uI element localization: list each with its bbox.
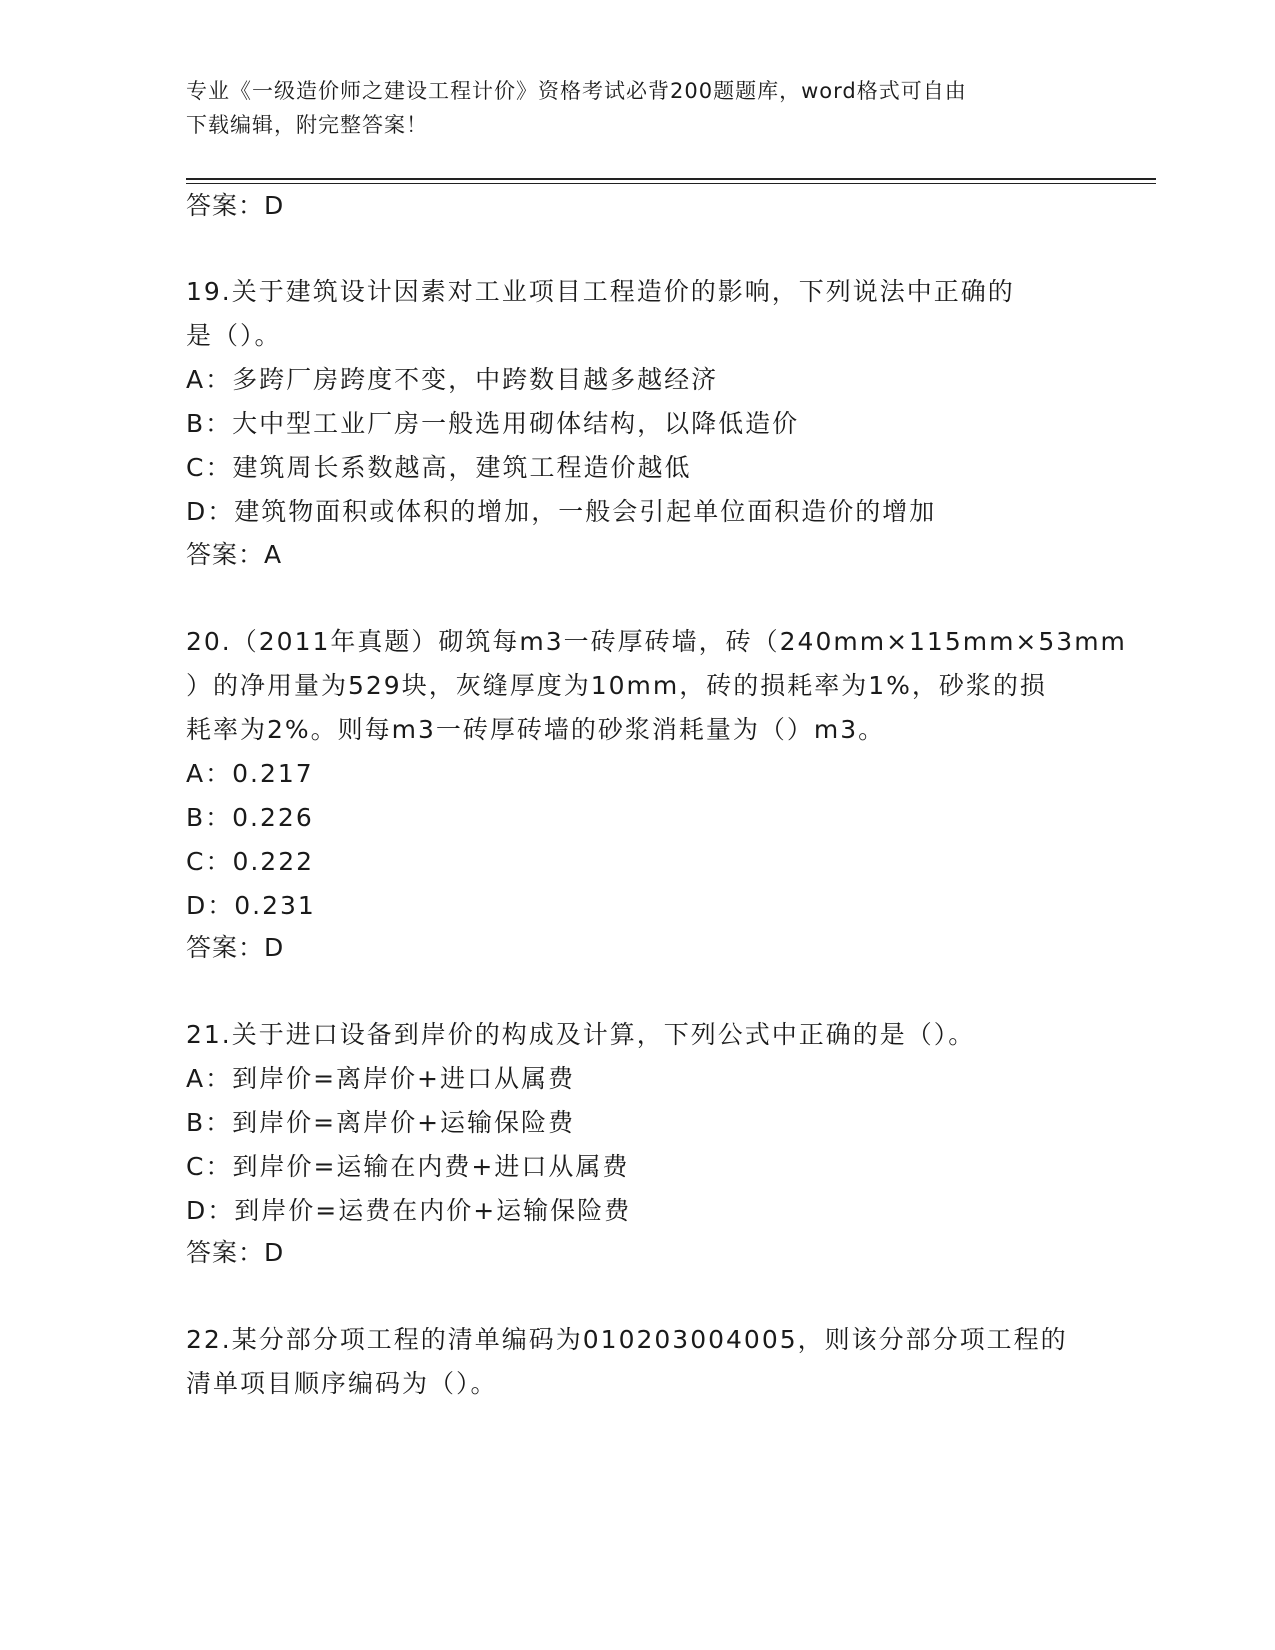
header-divider-thin	[186, 183, 1156, 184]
q21-option-c: C：到岸价=运输在内费+进口从属费	[186, 1152, 630, 1181]
q20-option-a: A：0.217	[186, 759, 314, 788]
q20-answer: 答案：D	[186, 933, 285, 962]
q19-stem-line-2: 是（）。	[186, 321, 282, 350]
q20-stem-line-2: ）的净用量为529块，灰缝厚度为10mm，砖的损耗率为1%，砂浆的损	[186, 671, 1047, 700]
q22-stem-line-1: 22.某分部分项工程的清单编码为010203004005，则该分部分项工程的	[186, 1325, 1068, 1354]
header-line-2: 下载编辑，附完整答案！	[186, 113, 428, 137]
q19-option-b: B：大中型工业厂房一般选用砌体结构，以降低造价	[186, 409, 800, 438]
header-divider-thick	[186, 178, 1156, 180]
q21-option-a: A：到岸价=离岸价+进口从属费	[186, 1064, 575, 1093]
q21-option-b: B：到岸价=离岸价+运输保险费	[186, 1108, 576, 1137]
document-header	[186, 74, 1086, 142]
header-line-1: 专业《一级造价师之建设工程计价》资格考试必背200题题库，word格式可自由	[186, 79, 967, 103]
q19-answer: 答案：A	[186, 540, 283, 569]
q19-stem-line-1: 19.关于建筑设计因素对工业项目工程造价的影响，下列说法中正确的	[186, 277, 1015, 306]
q20-option-c: C：0.222	[186, 847, 315, 876]
previous-question-answer: 答案：D	[186, 191, 285, 220]
q21-option-d: D：到岸价=运费在内价+运输保险费	[186, 1196, 632, 1225]
q19-option-d: D：建筑物面积或体积的增加，一般会引起单位面积造价的增加	[186, 497, 937, 526]
q20-stem-line-3: 耗率为2%。则每m3一砖厚砖墙的砂浆消耗量为（）m3。	[186, 715, 886, 744]
q20-stem-line-1: 20.（2011年真题）砌筑每m3一砖厚砖墙，砖（240mm×115mm×53mm	[186, 627, 1127, 656]
q22-stem-line-2: 清单项目顺序编码为（）。	[186, 1369, 498, 1398]
q19-option-a: A：多跨厂房跨度不变，中跨数目越多越经济	[186, 365, 719, 394]
q21-stem-line-1: 21.关于进口设备到岸价的构成及计算，下列公式中正确的是（）。	[186, 1020, 976, 1049]
q21-answer: 答案：D	[186, 1238, 285, 1267]
q20-option-b: B：0.226	[186, 803, 314, 832]
q19-option-c: C：建筑周长系数越高，建筑工程造价越低	[186, 453, 692, 482]
q20-option-d: D：0.231	[186, 891, 316, 920]
